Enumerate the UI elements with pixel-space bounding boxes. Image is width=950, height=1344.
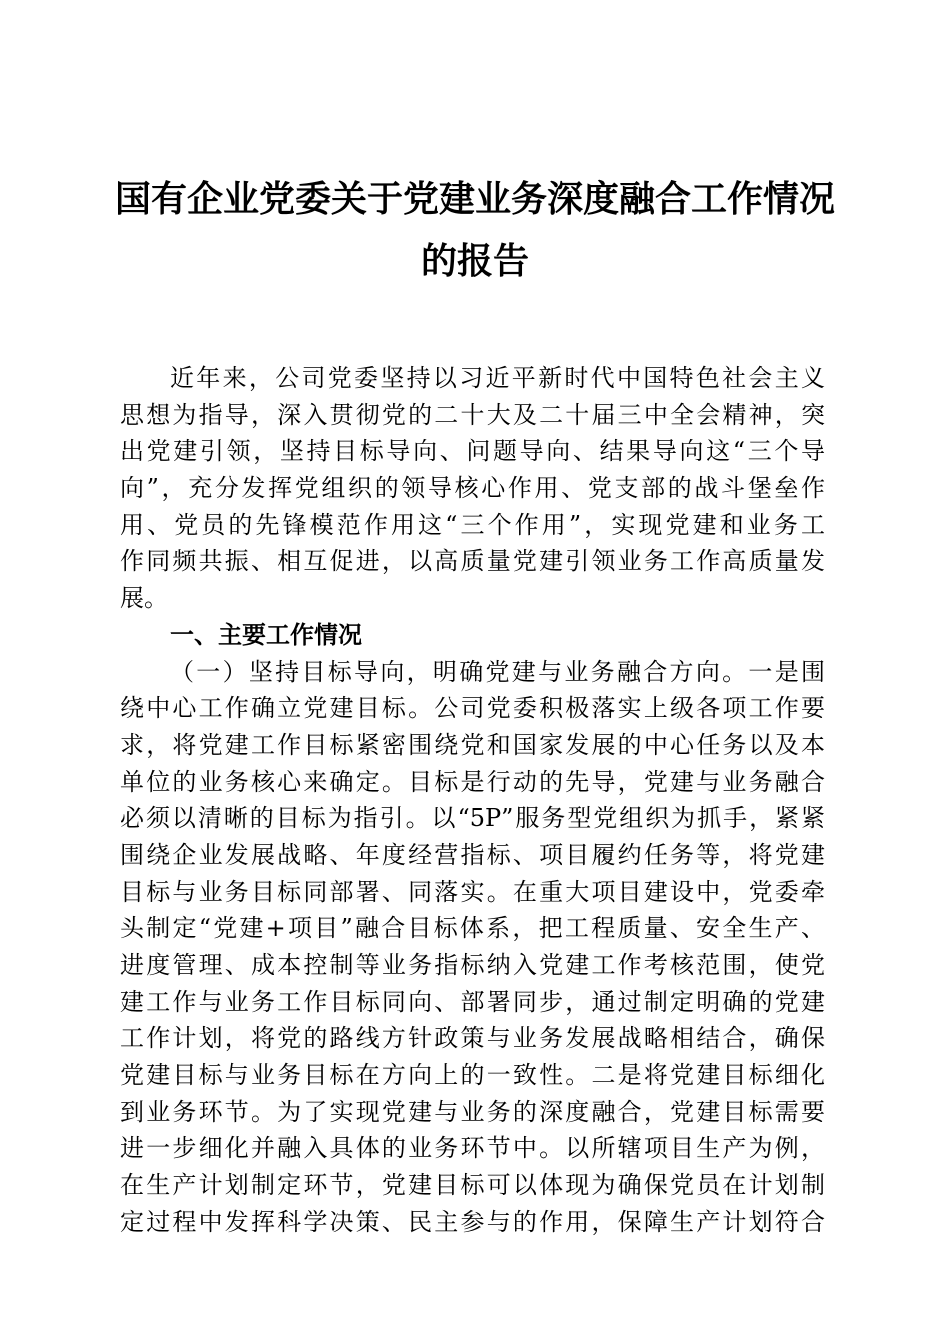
- paragraph-line: 单位的业务核心来确定。目标是行动的先导，党建与业务融合: [120, 767, 825, 796]
- paragraph-line: 到业务环节。为了实现党建与业务的深度融合，党建目标需要: [120, 1097, 825, 1126]
- paragraph-line: 进一步细化并融入具体的业务环节中。以所辖项目生产为例，: [120, 1134, 825, 1163]
- paragraph-line: 作同频共振、相互促进，以高质量党建引领业务工作高质量发: [120, 547, 825, 576]
- paragraph-line: 近年来，公司党委坚持以习近平新时代中国特色社会主义: [170, 364, 825, 392]
- paragraph-line: 围绕企业发展战略、年度经营指标、项目履约任务等，将党建: [120, 840, 825, 869]
- paragraph-line: 在生产计划制定环节，党建目标可以体现为确保党员在计划制: [120, 1171, 825, 1200]
- paragraph-line: 必须以清晰的目标为指引。以“5P”服务型党组织为抓手，紧紧: [120, 804, 825, 833]
- paragraph-line: 定过程中发挥科学决策、民主参与的作用，保障生产计划符合: [120, 1207, 825, 1236]
- document-body: [120, 360, 825, 1241]
- paragraph-line: 展。: [120, 584, 168, 613]
- paragraph-line: 向”，充分发挥党组织的领导核心作用、党支部的战斗堡垒作: [120, 474, 825, 503]
- paragraph-line: 求，将党建工作目标紧密围绕党和国家发展的中心任务以及本: [120, 730, 825, 759]
- document-title: [110, 168, 840, 292]
- paragraph-line: 头制定“党建+项目”融合目标体系，把工程质量、安全生产、: [120, 914, 825, 943]
- paragraph-line: 用、党员的先锋模范作用这“三个作用”，实现党建和业务工: [120, 510, 825, 539]
- subsection-paragraph: [120, 654, 825, 1241]
- title-line-1: 国有企业党委关于党建业务深度融合工作情况: [114, 178, 835, 220]
- paragraph-line: （一）坚持目标导向，明确党建与业务融合方向。一是围: [170, 657, 825, 686]
- paragraph-line: 建工作与业务工作目标同向、部署同步，通过制定明确的党建: [120, 987, 825, 1016]
- paragraph-line: 绕中心工作确立党建目标。公司党委积极落实上级各项工作要: [120, 694, 825, 723]
- paragraph-line: 工作计划，将党的路线方针政策与业务发展战略相结合，确保: [120, 1024, 825, 1053]
- paragraph-line: 党建目标与业务目标在方向上的一致性。二是将党建目标细化: [120, 1061, 825, 1090]
- intro-paragraph: [120, 360, 825, 617]
- paragraph-line: 目标与业务目标同部署、同落实。在重大项目建设中，党委牵: [120, 877, 825, 906]
- section-heading: 一、主要工作情况: [170, 620, 362, 649]
- paragraph-line: 进度管理、成本控制等业务指标纳入党建工作考核范围，使党: [120, 951, 825, 979]
- title-line-2: 的报告: [420, 240, 529, 282]
- paragraph-line: 出党建引领，坚持目标导向、问题导向、结果导向这“三个导: [120, 437, 825, 466]
- paragraph-line: 思想为指导，深入贯彻党的二十大及二十届三中全会精神，突: [120, 400, 825, 429]
